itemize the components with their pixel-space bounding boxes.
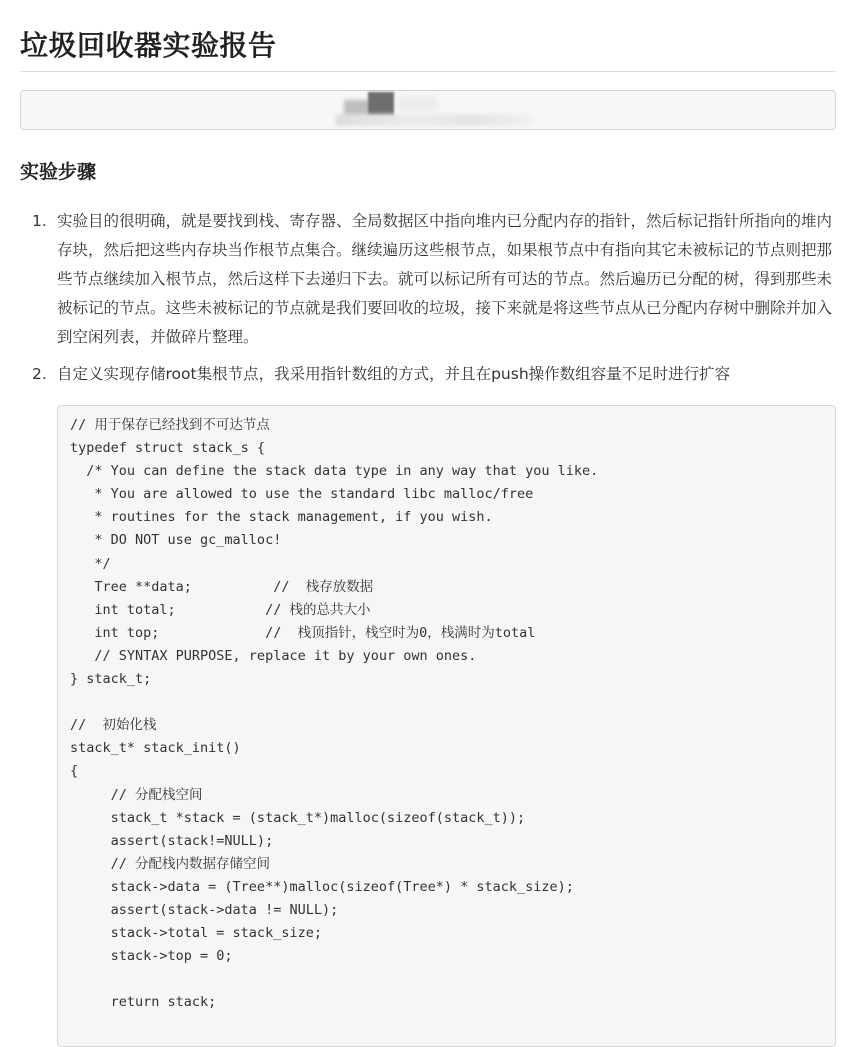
step-text: 自定义实现存储root集根节点，我采用指针数组的方式，并且在push操作数组容量不足时进行扩容 [57, 365, 731, 383]
step-item-2 [32, 360, 832, 389]
step-number: 1. [32, 212, 47, 230]
code-block [57, 405, 836, 1047]
code-line: stack_t* stack_init() [70, 740, 241, 757]
redacted-blur [398, 96, 438, 110]
code-content [58, 406, 835, 1014]
code-line: /* You can define the stack data type in any way that you like. [70, 463, 599, 480]
section-heading: 实验步骤 [20, 161, 97, 183]
code-line: // 分配栈空间 [70, 786, 203, 803]
code-line: assert(stack->data != NULL); [70, 901, 339, 918]
code-line: stack->top = 0; [70, 948, 233, 965]
code-line: stack->total = stack_size; [70, 925, 322, 942]
code-line: stack->data = (Tree**)malloc(sizeof(Tree*) * stack_size); [70, 878, 574, 895]
code-line: Tree **data; // 栈存放数据 [70, 578, 374, 595]
code-line: * You are allowed to use the standard libc malloc/free [70, 486, 534, 503]
code-line: // 分配栈内数据存储空间 [70, 855, 271, 872]
step-number: 2. [32, 365, 47, 383]
code-line: int top; // 栈顶指针，栈空时为0，栈满时为total [70, 624, 536, 641]
code-line: * DO NOT use gc_malloc! [70, 532, 282, 549]
step-item-1 [32, 207, 832, 352]
code-line: */ [70, 555, 111, 572]
redacted-blur [336, 114, 532, 126]
code-line: } stack_t; [70, 671, 152, 688]
code-line: stack_t *stack = (stack_t*)malloc(sizeof(stack_t)); [70, 809, 526, 826]
page-title: 垃圾回收器实验报告 [20, 29, 277, 62]
code-line: { [70, 763, 79, 780]
code-line: typedef struct stack_s { [70, 440, 266, 457]
code-line: int total; // 栈的总共大小 [70, 601, 371, 618]
title-divider [20, 71, 836, 72]
redacted-blur [368, 92, 394, 116]
code-line: // 初始化栈 [70, 717, 157, 734]
step-text: 实验目的很明确，就是要找到栈、寄存器、全局数据区中指向堆内已分配内存的指针，然后标记指针所指向的堆内存块，然后把这些内存块当作根节点集合。继续遍历这些根节点，如果根节点中有指向其它未被标记的节点则把那些节点继续加入根节点，然后这样下去递归下去。就可以标记所有可达的节点。然后遍历已分配的树，得到那些未被标记的节点。这些未被标记的节点就是我们要回收的垃圾，接下来就是将这些节点从已分配内存树中删除并加入到空闲列表，并做碎片整理。 [57, 212, 833, 346]
code-line: // SYNTAX PURPOSE, replace it by your own ones. [70, 647, 477, 664]
code-line: return stack; [70, 994, 217, 1011]
code-line: assert(stack!=NULL); [70, 832, 274, 849]
code-line: // 用于保存已经找到不可达节点 [70, 417, 270, 433]
code-line: * routines for the stack management, if you wish. [70, 509, 493, 526]
